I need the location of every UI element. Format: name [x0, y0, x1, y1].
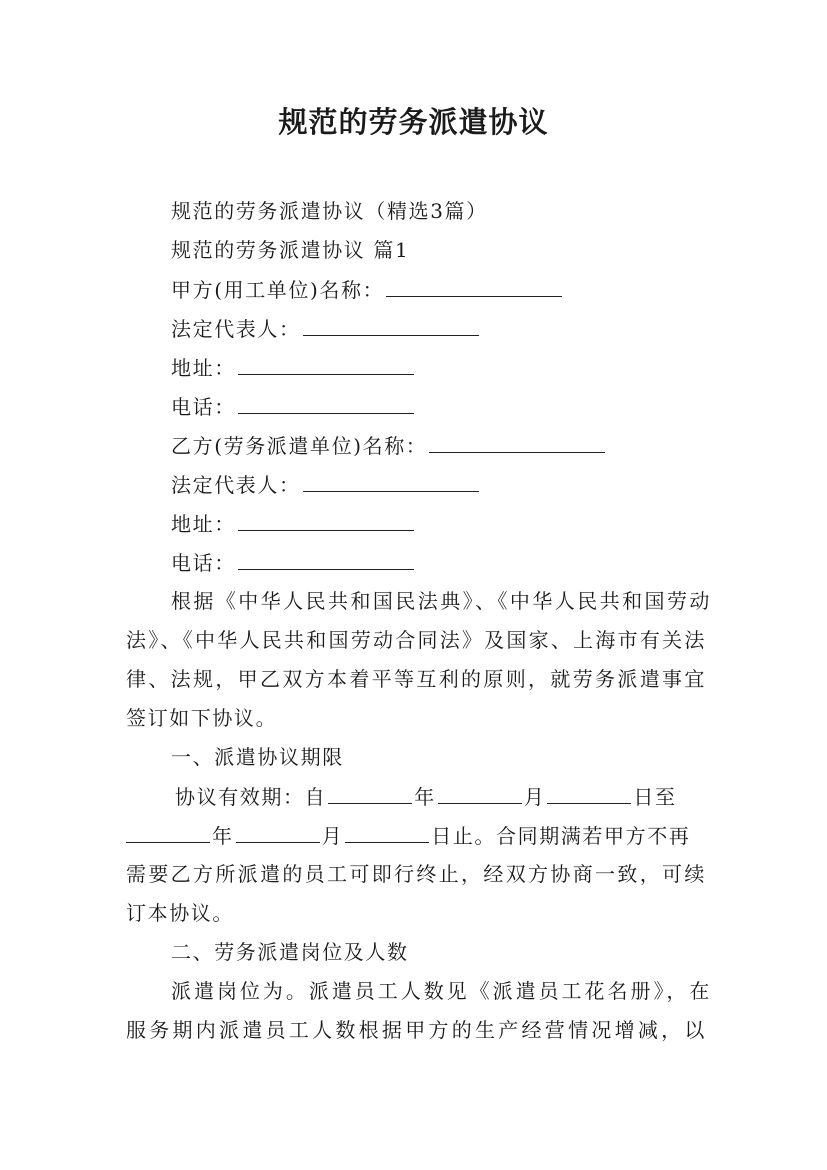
- start-year-blank[interactable]: [328, 781, 412, 804]
- term-from-label: 协议有效期：自: [175, 785, 327, 809]
- party-b-rep-label: 法定代表人：: [171, 473, 301, 497]
- start-day-label: 日至: [633, 785, 677, 809]
- party-a-name-label: 甲方(用工单位)名称：: [171, 278, 385, 302]
- end-year-blank[interactable]: [126, 820, 210, 843]
- party-b-phone-label: 电话：: [171, 551, 236, 575]
- party-b-address-blank[interactable]: [238, 508, 414, 531]
- preamble-line-3: 律、法规，甲乙双方本着平等互利的原则，就劳务派遣事宜: [126, 667, 706, 691]
- party-b-phone-blank[interactable]: [238, 547, 414, 570]
- end-day-label: 日止。合同期满若甲方不再: [431, 824, 691, 848]
- part-heading: 规范的劳务派遣协议 篇1: [171, 238, 410, 262]
- party-a-rep-row: [171, 313, 711, 344]
- party-b-name-label: 乙方(劳务派遣单位)名称：: [171, 434, 428, 458]
- section-1-line-4: 订本协议。: [126, 901, 234, 925]
- section-1-line-2: [126, 820, 706, 851]
- party-a-address-row: [171, 352, 711, 383]
- end-month-label: 月: [321, 824, 344, 848]
- document-title: 规范的劳务派遣协议: [278, 105, 549, 139]
- section-2-heading: 二、劳务派遣岗位及人数: [171, 940, 409, 964]
- party-a-address-blank[interactable]: [238, 352, 414, 375]
- start-year-label: 年: [414, 785, 436, 809]
- document-subtitle: 规范的劳务派遣协议（精选3篇）: [171, 199, 488, 223]
- section-2-line-2: 服务期内派遣员工人数根据甲方的生产经营情况增减，以: [126, 1018, 706, 1042]
- end-year-label: 年: [212, 824, 234, 848]
- party-a-rep-label: 法定代表人：: [171, 317, 301, 341]
- party-b-rep-row: [171, 469, 711, 500]
- preamble-line-1: 根据《中华人民共和国民法典》、《中华人民共和国劳动: [171, 589, 711, 613]
- party-b-name-blank[interactable]: [429, 430, 605, 453]
- party-a-name-row: [171, 274, 711, 305]
- party-b-phone-row: [171, 547, 711, 578]
- party-a-phone-label: 电话：: [171, 395, 236, 419]
- party-b-address-label: 地址：: [171, 512, 236, 536]
- party-b-rep-blank[interactable]: [303, 469, 479, 492]
- start-month-label: 月: [523, 785, 546, 809]
- party-a-address-label: 地址：: [171, 356, 236, 380]
- preamble-line-2: 法》、《中华人民共和国劳动合同法》及国家、上海市有关法: [126, 628, 706, 652]
- start-day-blank[interactable]: [547, 781, 631, 804]
- section-1-line-1: [175, 781, 709, 812]
- party-a-name-blank[interactable]: [386, 274, 562, 297]
- start-month-blank[interactable]: [438, 781, 522, 804]
- party-a-phone-row: [171, 391, 711, 422]
- section-1-heading: 一、派遣协议期限: [171, 745, 344, 769]
- party-a-rep-blank[interactable]: [303, 313, 479, 336]
- end-month-blank[interactable]: [236, 820, 320, 843]
- end-day-blank[interactable]: [345, 820, 429, 843]
- party-a-phone-blank[interactable]: [238, 391, 414, 414]
- section-1-line-3: 需要乙方所派遣的员工可即行终止，经双方协商一致，可续: [126, 862, 706, 886]
- preamble-line-4: 签订如下协议。: [126, 706, 278, 730]
- party-b-name-row: [171, 430, 711, 461]
- section-2-line-1: 派遣岗位为。派遣员工人数见《派遣员工花名册》，在: [171, 979, 711, 1003]
- party-b-address-row: [171, 508, 711, 539]
